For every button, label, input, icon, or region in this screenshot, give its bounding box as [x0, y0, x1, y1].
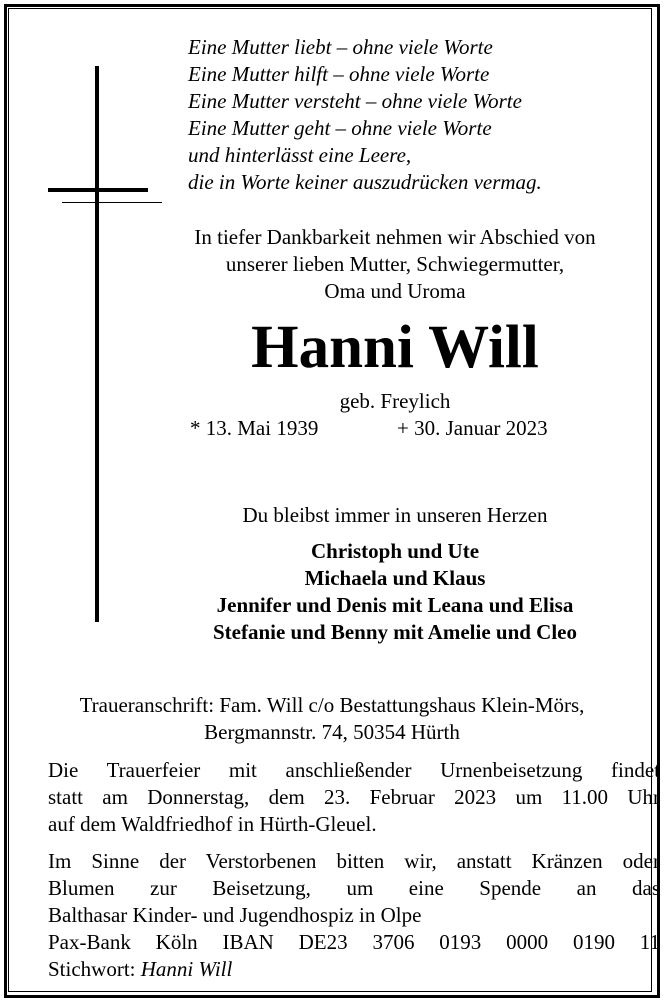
family-member: Stefanie und Benny mit Amelie und Cleo: [212, 620, 578, 644]
ceremony-line: statt am Donnerstag, dem 23. Februar 2023 um 11.00 Uhr: [48, 785, 660, 809]
family-member: Jennifer und Denis mit Leana und Elisa: [216, 593, 574, 617]
poem-line: Eine Mutter geht – ohne viele Worte: [188, 116, 492, 140]
farewell-line: Du bleibst immer in unseren Herzen: [242, 503, 548, 527]
cross-icon: [95, 66, 99, 622]
poem-line: und hinterlässt eine Leere,: [188, 143, 412, 167]
poem: [188, 34, 542, 196]
intro-text: [130, 224, 660, 305]
keyword-label: Stichwort:: [48, 957, 136, 981]
poem-line: Eine Mutter versteht – ohne viele Worte: [188, 89, 522, 113]
bank-details: Pax-Bank Köln IBAN DE23 3706 0193 0000 0190 11: [48, 930, 660, 954]
poem-line: die in Worte keiner auszudrücken vermag.: [188, 170, 542, 194]
family-member: Michaela und Klaus: [304, 566, 486, 590]
ceremony-line: auf dem Waldfriedhof in Hürth-Gleuel.: [48, 812, 377, 836]
death-date: + 30. Januar 2023: [397, 416, 548, 440]
cross-underline: [62, 202, 162, 203]
family-list: [130, 538, 660, 646]
poem-line: Eine Mutter hilft – ohne viele Worte: [188, 62, 490, 86]
donation-line: Balthasar Kinder- und Jugendhospiz in Olpe: [48, 903, 422, 927]
address-line: Traueranschrift: Fam. Will c/o Bestattungshaus Klein-Mörs,: [79, 693, 585, 717]
keyword-value: Hanni Will: [140, 957, 233, 981]
address-line: Bergmannstr. 74, 50354 Hürth: [204, 720, 460, 744]
ceremony-info: [48, 757, 660, 838]
intro-line: In tiefer Dankbarkeit nehmen wir Abschied von: [194, 225, 596, 249]
donation-line: Blumen zur Beisetzung, um eine Spende an das: [48, 876, 660, 900]
deceased-name: Hanni Will: [251, 314, 539, 381]
mourning-address: [0, 692, 664, 746]
family-member: Christoph und Ute: [310, 539, 480, 563]
cross-crossbar: [48, 188, 148, 192]
maiden-name: geb. Freylich: [339, 389, 451, 413]
donation-line: Im Sinne der Verstorbenen bitten wir, anstatt Kränzen oder: [48, 849, 660, 873]
keyword-line: [48, 956, 660, 983]
intro-line: Oma und Uroma: [324, 279, 466, 303]
birth-date: * 13. Mai 1939: [190, 416, 319, 440]
donation-info: [48, 848, 660, 983]
ceremony-line: Die Trauerfeier mit anschließender Urnenbeisetzung findet: [48, 758, 660, 782]
poem-line: Eine Mutter liebt – ohne viele Worte: [188, 35, 493, 59]
intro-line: unserer lieben Mutter, Schwiegermutter,: [225, 252, 565, 276]
